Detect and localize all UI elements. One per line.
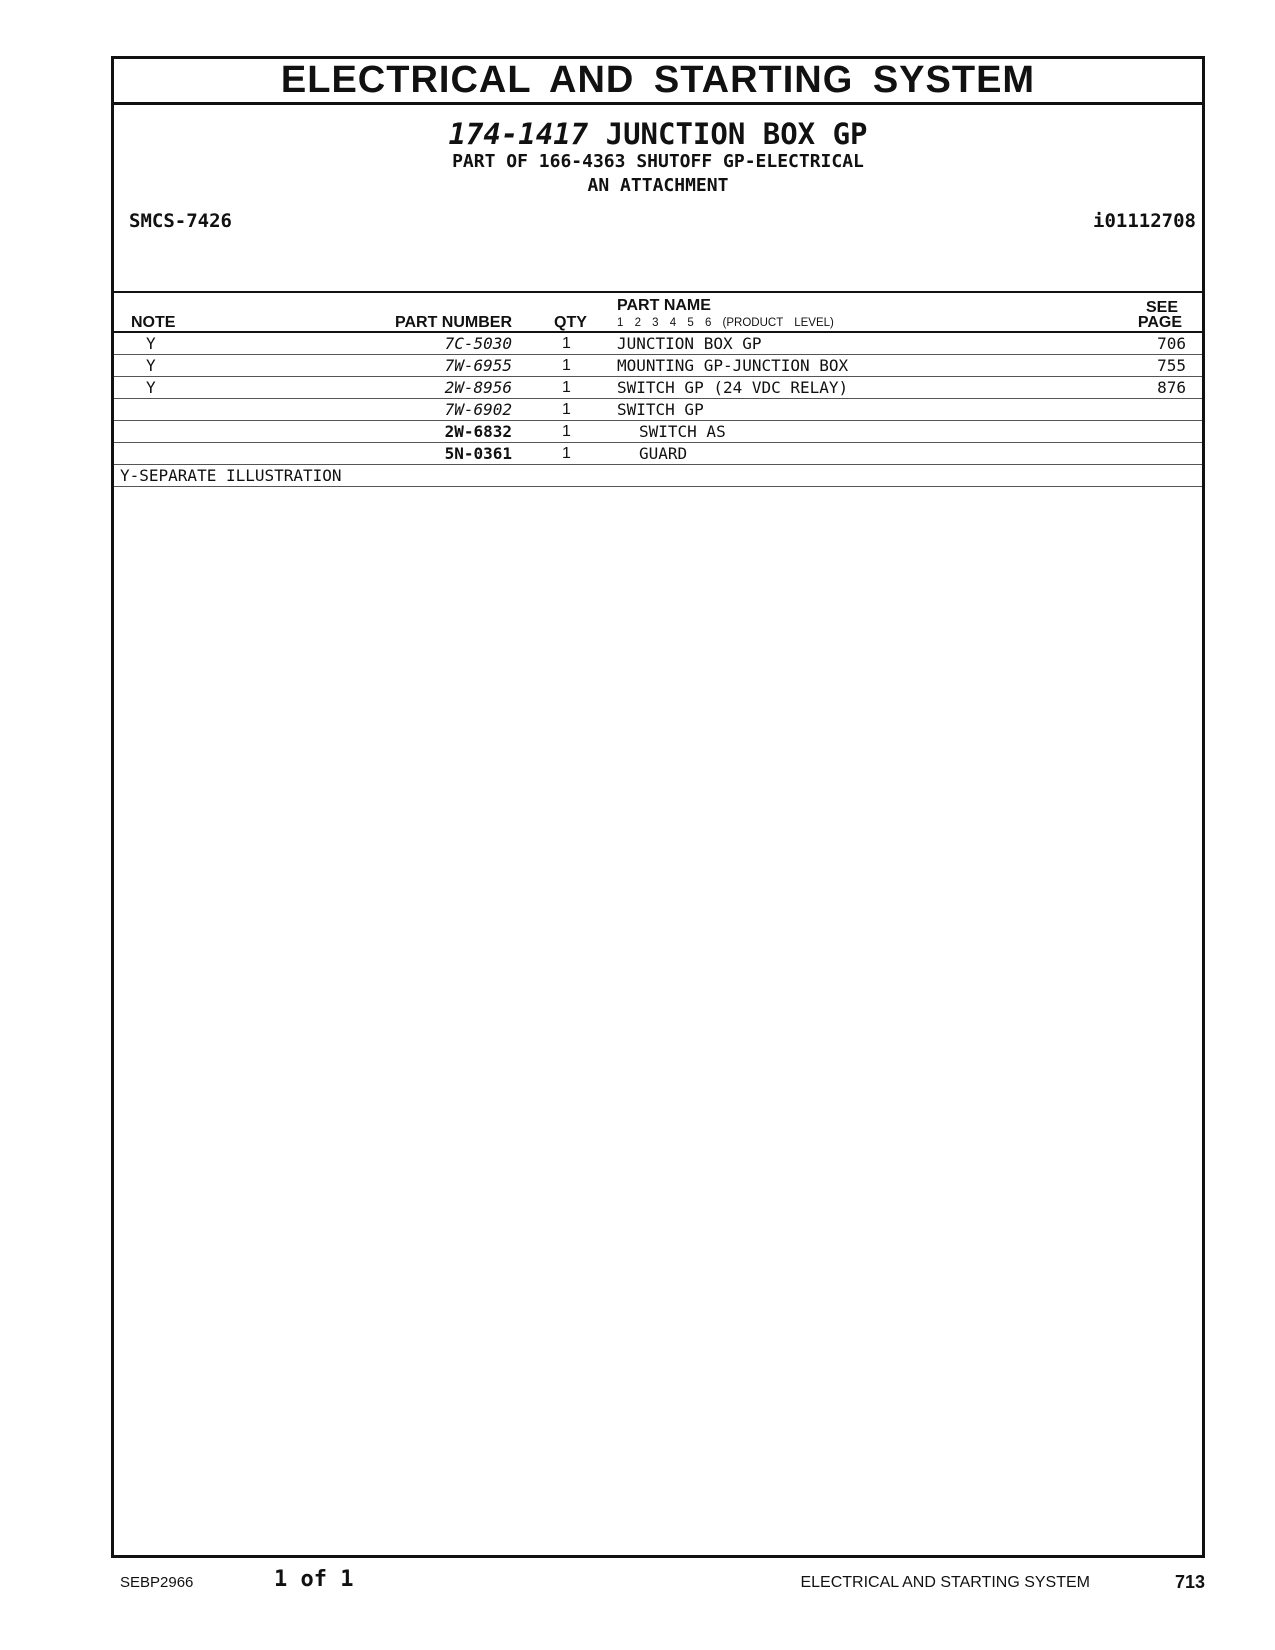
footer-document-number: SEBP2966 bbox=[120, 1574, 194, 1591]
table-row bbox=[114, 355, 1202, 377]
part-name-cell: SWITCH AS bbox=[639, 422, 726, 441]
document-id: i01112708 bbox=[1093, 210, 1196, 232]
footer-page-of: 1 of 1 bbox=[274, 1567, 354, 1592]
part-name-cell: GUARD bbox=[639, 444, 688, 463]
parts-table bbox=[114, 333, 1202, 487]
table-row bbox=[114, 333, 1202, 355]
part-number-cell: 5N-0361 bbox=[444, 444, 512, 463]
column-header-part-name: PART NAME bbox=[617, 297, 711, 314]
subtitle-part-of: PART OF 166-4363 SHUTOFF GP-ELECTRICAL bbox=[452, 151, 864, 172]
part-number-cell: 2W-6832 bbox=[444, 422, 512, 441]
qty-cell: 1 bbox=[562, 357, 571, 374]
page-title: ELECTRICAL AND STARTING SYSTEM bbox=[280, 59, 1036, 101]
qty-cell: 1 bbox=[562, 445, 571, 462]
table-footnote: Y-SEPARATE ILLUSTRATION bbox=[114, 465, 1202, 487]
group-heading bbox=[114, 117, 1202, 151]
group-name: JUNCTION BOX GP bbox=[605, 117, 868, 151]
qty-cell: 1 bbox=[562, 423, 571, 440]
table-row bbox=[114, 421, 1202, 443]
see-page-link[interactable]: 755 bbox=[1157, 356, 1186, 375]
group-number: 174-1417 bbox=[448, 117, 589, 151]
qty-cell: 1 bbox=[562, 379, 571, 396]
see-page-link[interactable]: 706 bbox=[1157, 334, 1186, 353]
note-cell: Y bbox=[146, 356, 156, 375]
table-header bbox=[114, 293, 1202, 333]
column-header-note: NOTE bbox=[131, 314, 176, 331]
part-number-link[interactable]: 2W-8956 bbox=[444, 378, 512, 397]
table-row bbox=[114, 443, 1202, 465]
part-number-link[interactable]: 7W-6902 bbox=[444, 400, 512, 419]
column-header-see: SEE bbox=[1145, 299, 1178, 316]
qty-cell: 1 bbox=[562, 401, 571, 418]
footer-section-name: ELECTRICAL AND STARTING SYSTEM bbox=[800, 1574, 1090, 1591]
group-header bbox=[114, 105, 1202, 293]
column-header-product-level: 1 2 3 4 5 6 (PRODUCT LEVEL) bbox=[617, 317, 834, 329]
qty-cell: 1 bbox=[562, 335, 571, 352]
part-number-link[interactable]: 7C-5030 bbox=[444, 334, 512, 353]
part-name-cell: JUNCTION BOX GP bbox=[617, 334, 762, 353]
part-name-cell: SWITCH GP (24 VDC RELAY) bbox=[617, 378, 849, 397]
smcs-code: SMCS-7426 bbox=[129, 210, 232, 232]
see-page-link[interactable]: 876 bbox=[1157, 378, 1186, 397]
table-row bbox=[114, 399, 1202, 421]
part-number-link[interactable]: 7W-6955 bbox=[444, 356, 512, 375]
part-name-cell: SWITCH GP bbox=[617, 400, 704, 419]
subtitle-attachment: AN ATTACHMENT bbox=[587, 175, 729, 196]
note-cell: Y bbox=[146, 334, 156, 353]
footer-page-number: 713 bbox=[1174, 1572, 1205, 1592]
table-row bbox=[114, 377, 1202, 399]
column-header-qty: QTY bbox=[554, 314, 587, 331]
page-footer bbox=[0, 1560, 1275, 1600]
column-header-page: PAGE bbox=[1137, 314, 1182, 331]
note-cell: Y bbox=[146, 378, 156, 397]
column-header-part-number: PART NUMBER bbox=[394, 314, 512, 331]
title-bar bbox=[114, 59, 1202, 105]
part-name-cell: MOUNTING GP-JUNCTION BOX bbox=[617, 356, 849, 375]
page-frame bbox=[111, 56, 1205, 1558]
